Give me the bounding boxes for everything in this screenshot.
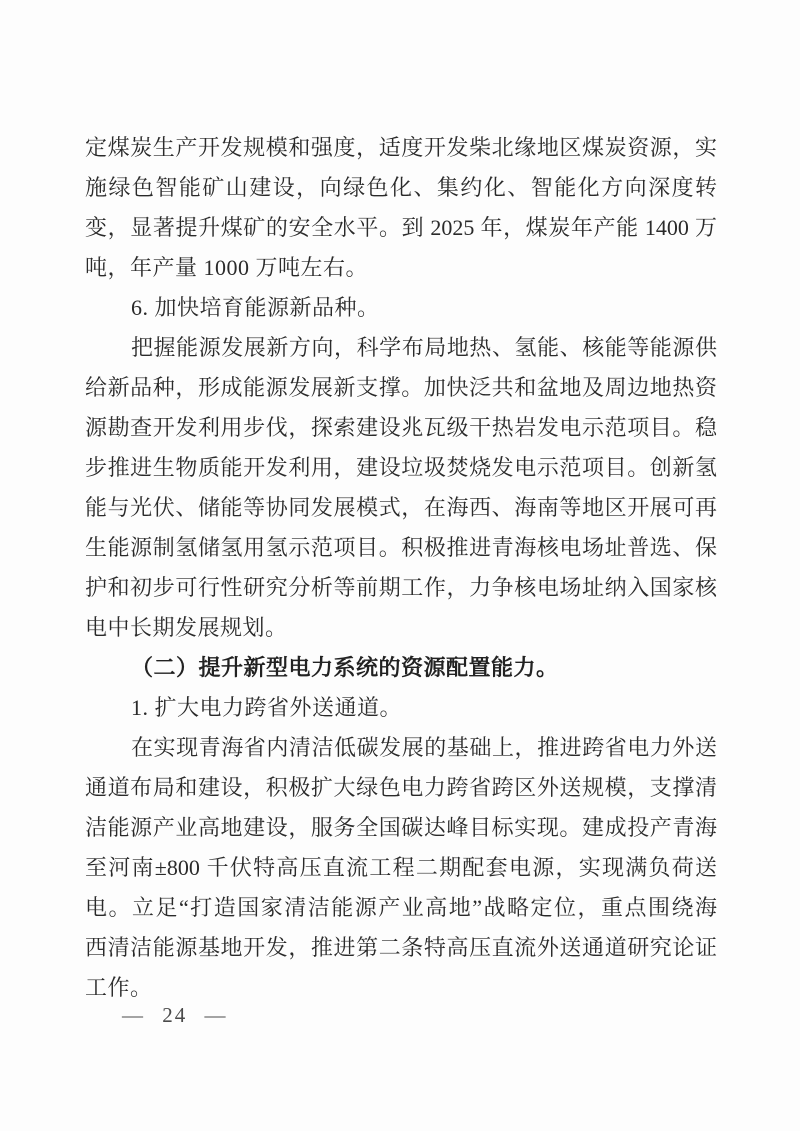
text-line: 电中长期发展规划。 (85, 615, 288, 640)
text-line: 变，显著提升煤矿的安全水平。到 2025 年，煤炭年产能 1400 万 (85, 215, 717, 240)
text-line: 6. 加快培育能源新品种。 (131, 295, 380, 320)
text-line: 施绿色智能矿山建设，向绿色化、集约化、智能化方向深度转 (85, 175, 717, 200)
text-line: 至河南±800 千伏特高压直流工程二期配套电源，实现满负荷送 (85, 855, 717, 880)
paragraph (85, 328, 717, 648)
text-line: 能与光伏、储能等协同发展模式，在海西、海南等地区开展可再 (85, 495, 717, 520)
text-line: 步推进生物质能开发利用，建设垃圾焚烧发电示范项目。创新氢 (85, 455, 717, 480)
text-line: 通道布局和建设，积极扩大绿色电力跨省跨区外送规模，支撑清 (85, 775, 717, 800)
text-line: 源勘查开发利用步伐，探索建设兆瓦级干热岩发电示范项目。稳 (85, 415, 717, 440)
text-line: 电。立足“打造国家清洁能源产业高地”战略定位，重点围绕海 (85, 895, 717, 920)
text-line: 把握能源发展新方向，科学布局地热、氢能、核能等能源供 (131, 335, 717, 360)
text-line: 给新品种，形成能源发展新支撑。加快泛共和盆地及周边地热资 (85, 375, 717, 400)
text-line: 工作。 (85, 975, 153, 1000)
text-line: 1. 扩大电力跨省外送通道。 (131, 695, 403, 720)
text-line: （二）提升新型电力系统的资源配置能力。 (131, 655, 559, 680)
text-line: 生能源制氢储氢用氢示范项目。积极推进青海核电场址普选、保 (85, 535, 717, 560)
paragraph (85, 688, 717, 728)
text-line: 在实现青海省内清洁低碳发展的基础上，推进跨省电力外送 (131, 735, 717, 760)
page-footer (122, 1003, 228, 1028)
text-line: 护和初步可行性研究分析等前期工作，力争核电场址纳入国家核 (85, 575, 717, 600)
paragraph (85, 288, 717, 328)
text-line: 吨，年产量 1000 万吨左右。 (85, 255, 369, 280)
page-number: — 24 — (122, 1003, 228, 1027)
paragraph (85, 128, 717, 288)
text-line: 洁能源产业高地建设，服务全国碳达峰目标实现。建成投产青海 (85, 815, 717, 840)
document-body (85, 128, 717, 1008)
text-line: 西清洁能源基地开发，推进第二条特高压直流外送通道研究论证 (85, 935, 717, 960)
section-heading (85, 648, 717, 688)
paragraph (85, 728, 717, 1008)
text-line: 定煤炭生产开发规模和强度，适度开发柴北缘地区煤炭资源，实 (85, 135, 717, 160)
